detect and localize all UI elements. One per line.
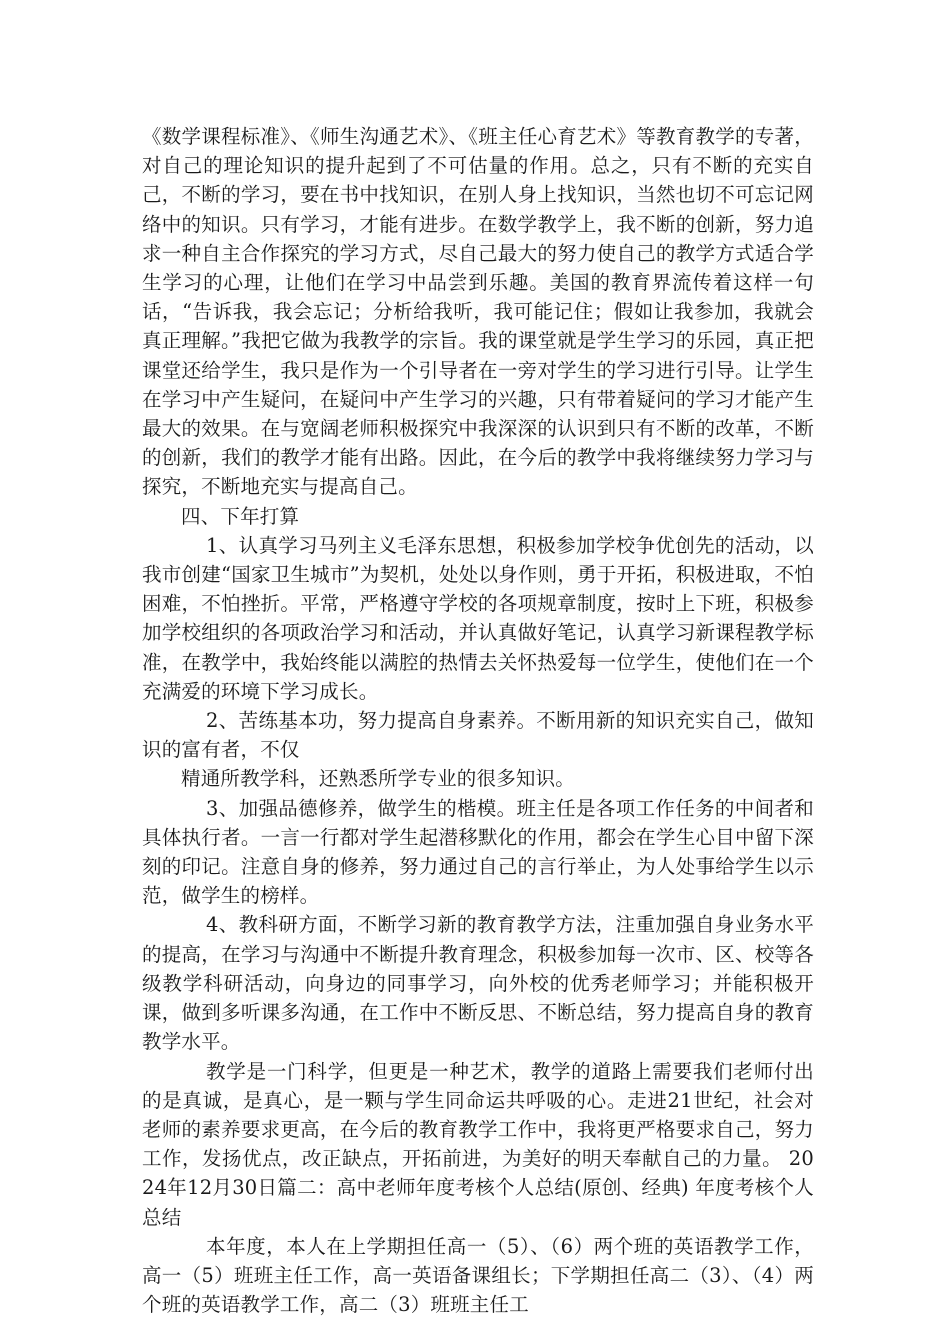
paragraph-plan-item-1: 1、认真学习马列主义毛泽东思想，积极参加学校争优创先的活动，以我市创建“国家卫生城市”为契机，处处以身作则，勇于开拓，积极进取，不怕困难，不怕挫折。平常，严格遵守学校的各项规章制度，按时上下班，积极参加学校组织的各项政治学习和活动，并认真做好笔记，认真学习新课程教学标准，在教学中，我始终能以满腔的热情去关怀热爱每一位学生，使他们在一个充满爱的环境下学习成长。	[142, 533, 814, 703]
paragraph-plan-item-3: 3、加强品德修养，做学生的楷模。班主任是各项工作任务的中间者和具体执行者。一言一行都对学生起潜移默化的作用，都会在学生心目中留下深刻的印记。注意自身的修养，努力通过自己的言行举止，为人处事给学生以示范，做学生的榜样。	[142, 796, 814, 908]
paragraph-plan-item-4: 4、教科研方面，不断学习新的教育教学方法，注重加强自身业务水平的提高，在学习与沟通中不断提升教育理念，积极参加每一次市、区、校等各级教学科研活动，向身边的同事学习，向外校的优秀老师学习；并能积极开课，做到多听课多沟通，在工作中不断反思、不断总结，努力提高自身的教育教学水平。	[142, 913, 814, 1054]
paragraph-annual-summary-intro: 本年度，本人在上学期担任高一（5）、（6）两个班的英语教学工作，高一（5）班班主任工作，高一英语备课组长；下学期担任高二（3）、（4）两个班的英语教学工作，高二（3）班班主任工	[142, 1234, 814, 1317]
section-heading-next-year-plan: 四、下年打算	[181, 504, 300, 528]
paragraph-conclusion: 教学是一门科学，但更是一种艺术，教学的道路上需要我们老师付出的是真诚，是真心，是一颗与学生同命运共呼吸的心。走进21世纪，社会对老师的素养要求更高，在今后的教育教学工作中，我将更严格要求自己，努力工作，发扬优点，改正缺点，开拓前进，为美好的明天奉献自己的力量。 2024年12月30日篇二：高中老师年度考核个人总结(原创、经典) 年度考核个人总结	[142, 1059, 814, 1229]
paragraph-study-reflection: 《数学课程标准》、《师生沟通艺术》、《班主任心育艺术》等教育教学的专著，对自己的理论知识的提升起到了不可估量的作用。总之，只有不断的充实自己，不断的学习，要在书中找知识，在别人身上找知识，当然也切不可忘记网络中的知识。只有学习，才能有进步。在数学教学上，我不断的创新，努力追求一种自主合作探究的学习方式，尽自己最大的努力使自己的教学方式适合学生学习的心理，让他们在学习中品尝到乐趣。美国的教育界流传着这样一句话，“告诉我，我会忘记；分析给我听，我可能记住；假如让我参加，我就会真正理解。”我把它做为我教学的宗旨。我的课堂就是学生学习的乐园，真正把课堂还给学生，我只是作为一个引导者在一旁对学生的学习进行引导。让学生在学习中产生疑问，在疑问中产生学习的兴趣，只有带着疑问的学习才能产生最大的效果。在与宽阔老师积极探究中我深深的认识到只有不断的改革，不断的创新，我们的教学才能有出路。因此，在今后的教学中我将继续努力学习与探究，不断地充实与提高自己。	[142, 125, 814, 499]
paragraph-plan-item-2: 2、苦练基本功，努力提高自身素养。不断用新的知识充实自己，做知识的富有者，不仅	[142, 709, 814, 762]
document-body	[142, 122, 814, 1319]
paragraph-plan-item-2-continued: 精通所教学科，还熟悉所学专业的很多知识。	[181, 767, 576, 791]
